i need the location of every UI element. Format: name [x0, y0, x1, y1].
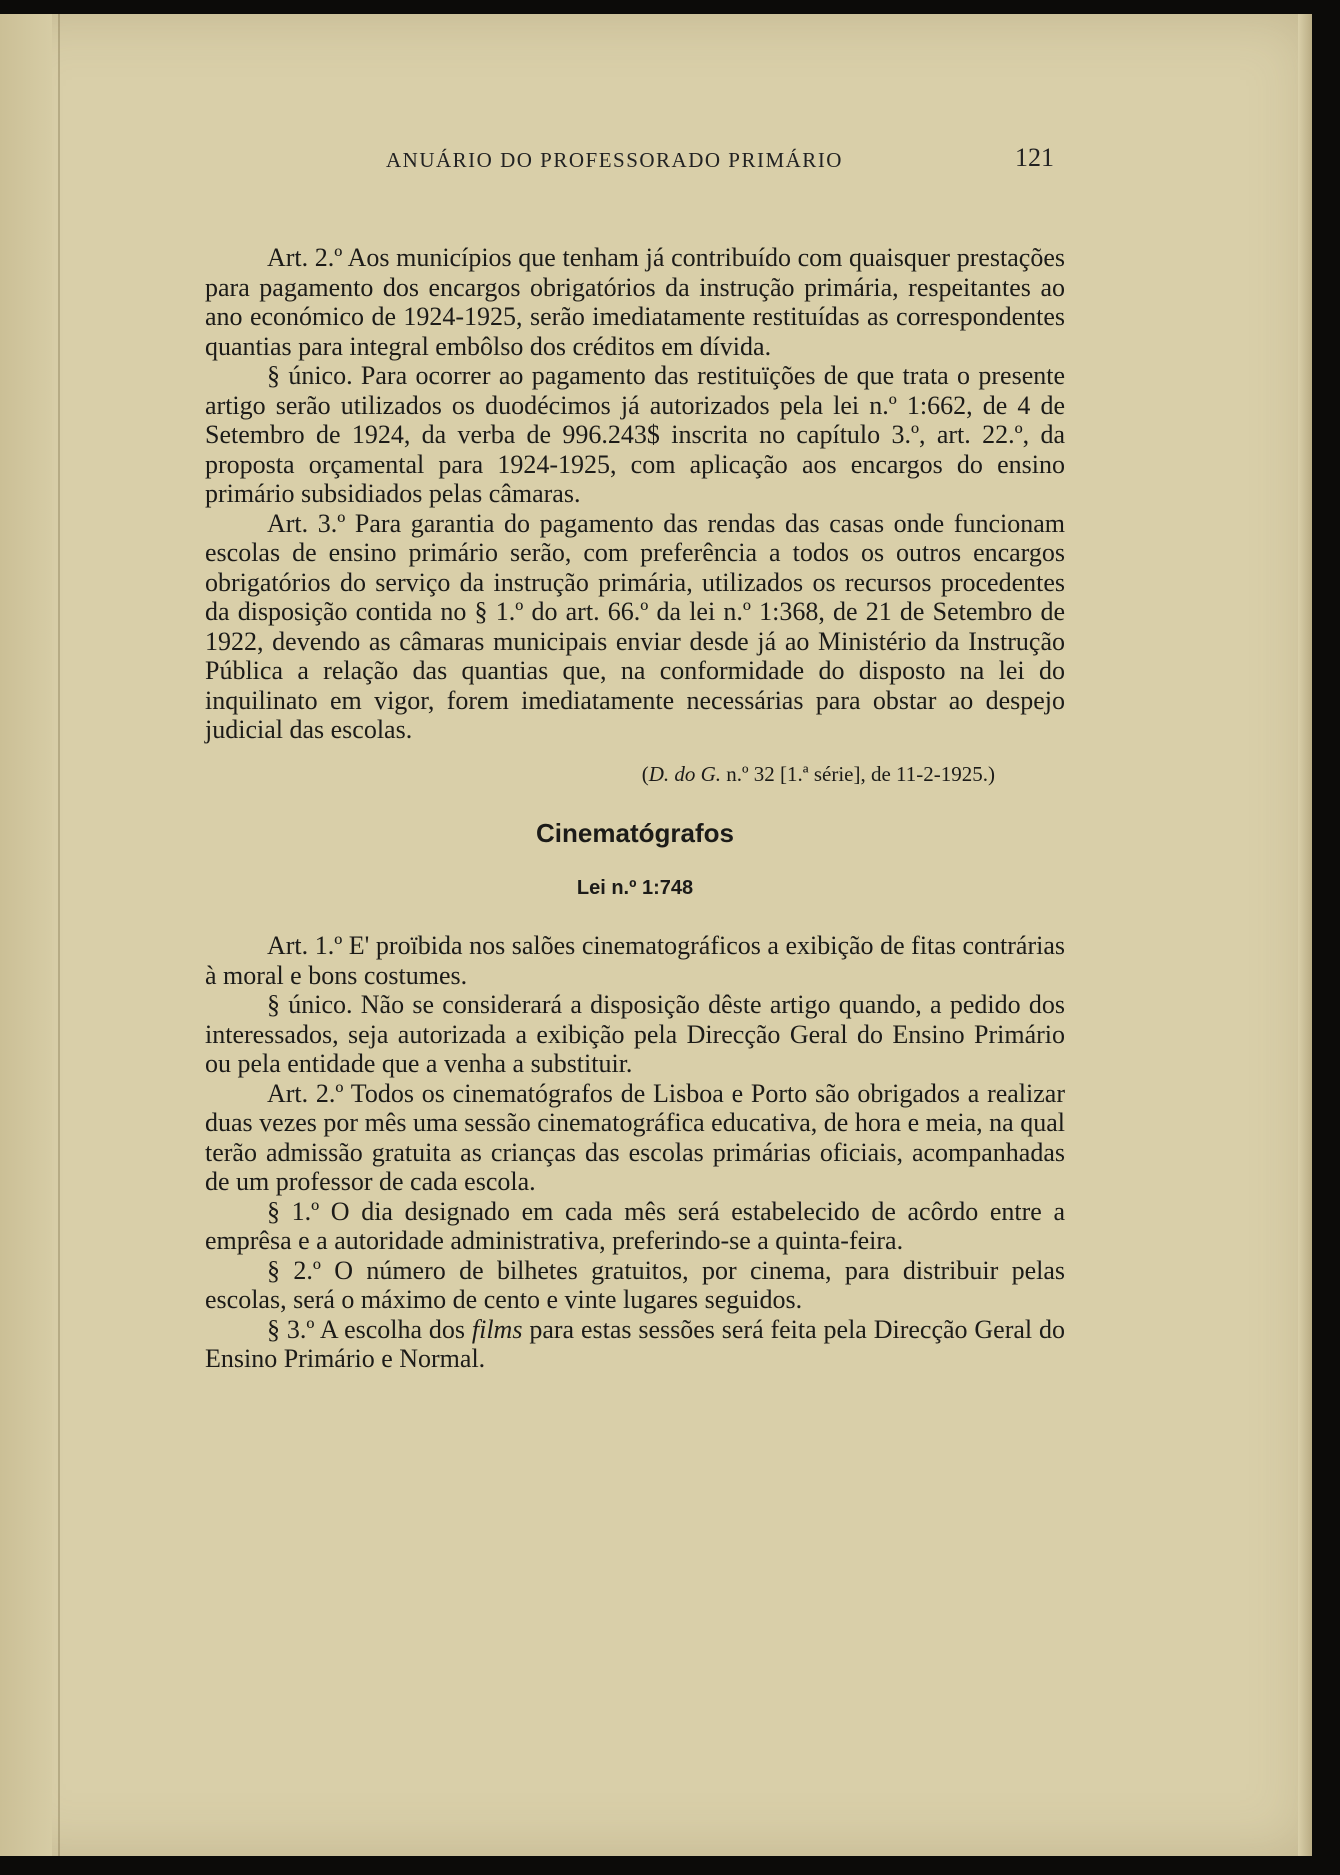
page-right-edge [1298, 14, 1312, 1856]
law-subheading: Lei n.º 1:748 [576, 876, 694, 899]
running-title: ANUÁRIO DO PROFESSORADO PRIMÁRIO [386, 148, 843, 172]
page-left-margin [0, 14, 52, 1856]
citation-source: D. do G. [648, 761, 722, 786]
law-paragraph-3-italic: films [471, 1314, 523, 1344]
law-paragraph-3 [205, 1315, 1065, 1374]
law-article-2-paragraph: Art. 2.º Todos os cinematógrafos de Lisboa e Porto são obrigados a realizar duas vezes por mês uma sessão cinematográfica educativa, de hora e meia, na qual terão admissão gratuita as crianças das escolas primárias oficiais, acompanhadas de um professor de cada escola. [205, 1078, 1065, 1196]
law-paragraph-3-start: § 3.º A escolha dos [267, 1314, 472, 1344]
page-number: 121 [1015, 143, 1054, 172]
article-2-unico-paragraph: § único. Para ocorrer ao pagamento das restituïções de que trata o presente artigo serão utilizados os duodécimos já autorizados pela lei n.º 1:662, de 4 de Setembro de 1924, da verba de 996.243$ inscrita no capítulo 3.º, art. 22.º, da proposta orçamental para 1924-1925, com aplicação aos encargos do ensino primário subsidiados pelas câmaras. [205, 361, 1065, 508]
law-article-1-unico-paragraph: § único. Não se considerará a disposição dêste artigo quando, a pedido dos interessados, seja autorizada a exibição pela Direcção Geral do Ensino Primário ou pela entidade que a venha a substituir. [205, 990, 1065, 1078]
law-paragraph-3-end: para estas sessões será feita pela Direcção Geral do Ensino Primário e Normal. [205, 1314, 1065, 1373]
article-2-paragraph: Art. 2.º Aos municípios que tenham já contribuído com quaisquer prestações para pagamento dos encargos obrigatórios da instrução primária, respeitantes ao ano económico de 1924-1925, serão imediatamente restituídas as correspondentes quantias para integral embôlso dos créditos em dívida. [205, 243, 1065, 361]
article-3-paragraph: Art. 3.º Para garantia do pagamento das rendas das casas onde funcionam escolas de ensino primário serão, com preferência a todos os outros encargos obrigatórios do serviço da instrução primária, utilizados os recursos procedentes da disposição contida no § 1.º do art. 66.º da lei n.º 1:368, de 21 de Setembro de 1922, devendo as câmaras municipais enviar desde já ao Ministério da Instrução Pública a relação das quantias que, na conformidade do disposto na lei do inquilinato em vigor, forem imediatamente necessárias para obstar ao despejo judicial das escolas. [205, 508, 1065, 744]
law-paragraph-1: § 1.º O dia designado em cada mês será estabelecido de acôrdo entre a emprêsa e a autoridade administrativa, preferindo-se a quinta-feira. [205, 1196, 1065, 1255]
law-article-1-paragraph: Art. 1.º E' proïbida nos salões cinematográficos a exibição de fitas contrárias à moral e bons costumes. [205, 931, 1065, 990]
section-heading: Cinematógrafos [536, 818, 734, 848]
citation-open: ( [641, 761, 649, 786]
citation [205, 760, 995, 790]
law-paragraph-2: § 2.º O número de bilhetes gratuitos, por cinema, para distribuir pelas escolas, será o máximo de cento e vinte lugares seguidos. [205, 1255, 1065, 1314]
page-body [205, 243, 1065, 1374]
page-fold-line [58, 14, 60, 1856]
citation-rest: n.º 32 [1.ª série], de 11-2-1925.) [726, 761, 995, 786]
